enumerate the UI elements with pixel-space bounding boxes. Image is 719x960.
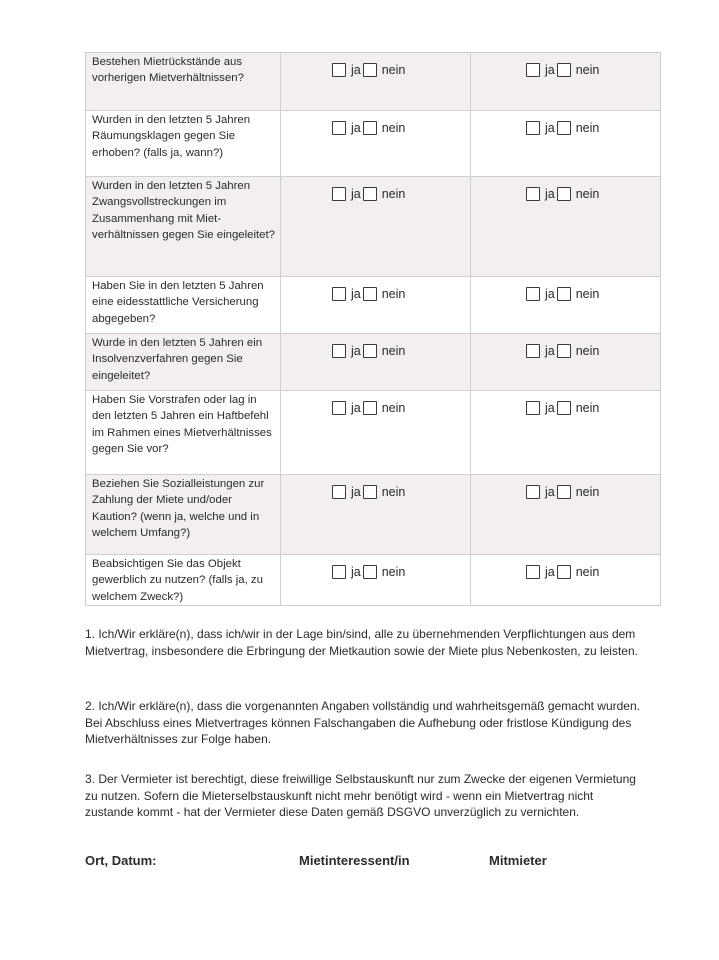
yes-label: ja <box>545 485 555 499</box>
no-checkbox[interactable] <box>363 287 377 301</box>
co-tenant-answer-cell <box>471 555 661 606</box>
table-row <box>86 53 661 111</box>
table-row <box>86 334 661 391</box>
no-label: nein <box>575 63 600 77</box>
question-text: Bestehen Mietrückstände aus vorherigen Mietverhältnissen? <box>86 53 281 111</box>
yes-label: ja <box>351 287 361 301</box>
applicant-answer-cell <box>281 53 471 111</box>
no-label: nein <box>381 121 406 135</box>
yes-label: ja <box>545 565 555 579</box>
yes-label: ja <box>545 401 555 415</box>
yes-checkbox[interactable] <box>526 344 540 358</box>
yes-label: ja <box>545 121 555 135</box>
no-checkbox[interactable] <box>557 344 571 358</box>
yes-checkbox[interactable] <box>332 121 346 135</box>
no-checkbox[interactable] <box>363 63 377 77</box>
no-label: nein <box>575 344 600 358</box>
yes-checkbox[interactable] <box>526 121 540 135</box>
yes-label: ja <box>545 287 555 301</box>
applicant-answer-cell <box>281 391 471 475</box>
no-label: nein <box>381 401 406 415</box>
questionnaire-table <box>85 52 661 606</box>
yes-label: ja <box>351 485 361 499</box>
applicant-answer-cell <box>281 475 471 555</box>
yes-label: ja <box>545 63 555 77</box>
no-checkbox[interactable] <box>363 485 377 499</box>
yes-label: ja <box>351 401 361 415</box>
co-tenant-answer-cell <box>471 111 661 177</box>
applicant-answer-cell <box>281 177 471 277</box>
table-row <box>86 277 661 334</box>
yes-checkbox[interactable] <box>332 565 346 579</box>
co-tenant-answer-cell <box>471 277 661 334</box>
applicant-answer-cell <box>281 111 471 177</box>
applicant-answer-cell <box>281 555 471 606</box>
yes-label: ja <box>351 63 361 77</box>
no-checkbox[interactable] <box>557 63 571 77</box>
no-checkbox[interactable] <box>557 187 571 201</box>
no-checkbox[interactable] <box>363 401 377 415</box>
declaration-1: 1. Ich/Wir erkläre(n), dass ich/wir in der Lage bin/sind, alle zu übernehmenden Verpflichtungen aus dem Mietvertrag, insbesondere die Erbringung der Mietkaution sowie der Miete plus Nebenkosten, zu leisten. <box>85 627 638 658</box>
no-checkbox[interactable] <box>557 401 571 415</box>
yes-label: ja <box>351 121 361 135</box>
question-text: Beziehen Sie Sozialleistungen zur Zahlung der Miete und/oder Kaution? (wenn ja, welche und in welchem Umfang?) <box>86 475 281 555</box>
yes-checkbox[interactable] <box>332 63 346 77</box>
no-checkbox[interactable] <box>363 187 377 201</box>
no-label: nein <box>381 63 406 77</box>
no-checkbox[interactable] <box>557 485 571 499</box>
yes-label: ja <box>351 565 361 579</box>
applicant-answer-cell <box>281 277 471 334</box>
yes-checkbox[interactable] <box>332 187 346 201</box>
co-tenant-answer-cell <box>471 334 661 391</box>
no-label: nein <box>575 287 600 301</box>
no-checkbox[interactable] <box>557 565 571 579</box>
yes-checkbox[interactable] <box>526 187 540 201</box>
question-text: Haben Sie Vorstrafen oder lag in den letzten 5 Jahren ein Haftbefehl im Rahmen eines Mietverhältnisses gegen Sie vor? <box>86 391 281 475</box>
no-label: nein <box>381 344 406 358</box>
table-row <box>86 391 661 475</box>
question-text: Haben Sie in den letzten 5 Jahren eine eidesstattliche Versicherung abgegeben? <box>86 277 281 334</box>
place-date-label: Ort, Datum: <box>85 853 157 868</box>
no-label: nein <box>381 187 406 201</box>
table-row <box>86 475 661 555</box>
yes-checkbox[interactable] <box>332 401 346 415</box>
no-label: nein <box>575 187 600 201</box>
no-label: nein <box>575 565 600 579</box>
no-label: nein <box>575 121 600 135</box>
co-tenant-answer-cell <box>471 177 661 277</box>
question-text: Wurden in den letzten 5 Jahren Zwangsvollstreckungen im Zusammenhang mit Miet-verhältnissen gegen Sie eingeleitet? <box>86 177 281 277</box>
yes-checkbox[interactable] <box>526 63 540 77</box>
question-text: Beabsichtigen Sie das Objekt gewerblich zu nutzen? (falls ja, zu welchem Zweck?) <box>86 555 281 606</box>
co-tenant-signature-label: Mitmieter <box>489 853 547 868</box>
no-checkbox[interactable] <box>557 121 571 135</box>
no-checkbox[interactable] <box>557 287 571 301</box>
yes-checkbox[interactable] <box>332 485 346 499</box>
co-tenant-answer-cell <box>471 475 661 555</box>
declaration-2: 2. Ich/Wir erkläre(n), dass die vorgenannten Angaben vollständig und wahrheitsgemäß gemacht wurden. Bei Abschluss eines Mietvertrages können Falschangaben die Aufhebung oder fristlose Kündigung des Mietverhältnisses zur Folge haben. <box>85 699 640 747</box>
table-row <box>86 555 661 606</box>
no-checkbox[interactable] <box>363 344 377 358</box>
yes-checkbox[interactable] <box>526 485 540 499</box>
no-label: nein <box>381 287 406 301</box>
no-label: nein <box>575 485 600 499</box>
yes-label: ja <box>351 344 361 358</box>
table-row <box>86 111 661 177</box>
question-text: Wurde in den letzten 5 Jahren ein Insolvenzverfahren gegen Sie eingeleitet? <box>86 334 281 391</box>
yes-label: ja <box>351 187 361 201</box>
applicant-signature-label: Mietinteressent/in <box>299 853 410 868</box>
yes-label: ja <box>545 187 555 201</box>
no-label: nein <box>381 565 406 579</box>
yes-checkbox[interactable] <box>332 344 346 358</box>
yes-label: ja <box>545 344 555 358</box>
co-tenant-answer-cell <box>471 53 661 111</box>
yes-checkbox[interactable] <box>526 565 540 579</box>
no-label: nein <box>381 485 406 499</box>
table-row <box>86 177 661 277</box>
applicant-answer-cell <box>281 334 471 391</box>
co-tenant-answer-cell <box>471 391 661 475</box>
no-checkbox[interactable] <box>363 121 377 135</box>
no-label: nein <box>575 401 600 415</box>
no-checkbox[interactable] <box>363 565 377 579</box>
declaration-3: 3. Der Vermieter ist berechtigt, diese freiwillige Selbstauskunft nur zum Zwecke der eigenen Vermietung zu nutzen. Sofern die Mieterselbstauskunft nicht mehr benötigt wird - wenn ein Mietvertrag nicht zustande kommt - hat der Vermieter diese Daten gemäß DSGVO unverzüglich zu vernichten. <box>85 772 636 820</box>
yes-checkbox[interactable] <box>526 401 540 415</box>
question-text: Wurden in den letzten 5 Jahren Räumungsklagen gegen Sie erhoben? (falls ja, wann?) <box>86 111 281 177</box>
yes-checkbox[interactable] <box>332 287 346 301</box>
yes-checkbox[interactable] <box>526 287 540 301</box>
